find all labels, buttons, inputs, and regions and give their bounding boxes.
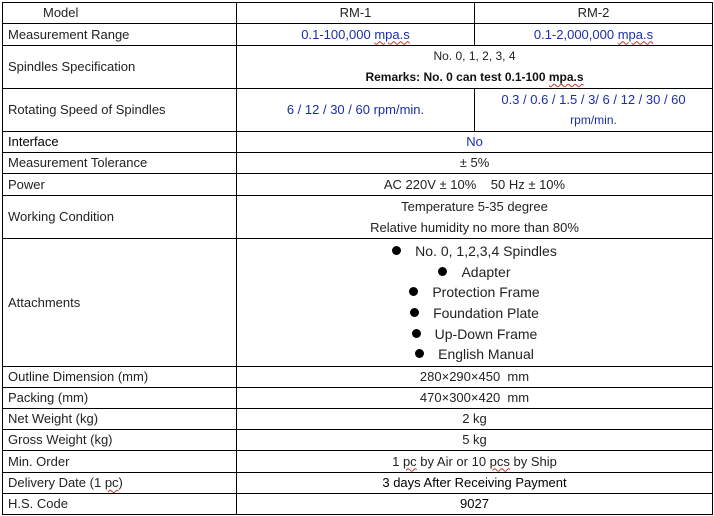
speed-label: Rotating Speed of Spindles bbox=[3, 89, 237, 132]
working-line2: Relative humidity no more than 80% bbox=[370, 220, 579, 235]
delivery-value: 3 days After Receiving Payment bbox=[237, 473, 713, 494]
spindles-remark bbox=[242, 67, 707, 88]
speed-rm1: 6 / 12 / 30 / 60 rpm/min. bbox=[237, 89, 475, 132]
header-model: Model bbox=[3, 3, 237, 24]
working-value bbox=[237, 196, 713, 239]
spindles-value: No. 0, 1, 2, 3, 4 bbox=[433, 49, 516, 63]
outline-label: Outline Dimension (mm) bbox=[3, 367, 237, 388]
working-label: Working Condition bbox=[3, 196, 237, 239]
bullet-icon bbox=[409, 287, 418, 296]
spindles-remark-unit: mpa.s bbox=[548, 70, 584, 84]
attachment-item: No. 0, 1,2,3,4 Spindles bbox=[242, 241, 707, 262]
bullet-icon bbox=[392, 246, 401, 255]
range-label: Measurement Range bbox=[3, 24, 237, 46]
hs-code-value: 9027 bbox=[237, 494, 713, 515]
gross-weight-label: Gross Weight (kg) bbox=[3, 430, 237, 451]
range-rm2-value: 0.1-2,000,000 bbox=[533, 26, 615, 42]
header-rm1: RM-1 bbox=[237, 3, 475, 24]
attachments-row bbox=[3, 239, 713, 367]
speed-rm2 bbox=[475, 89, 713, 132]
outline-row bbox=[3, 367, 713, 388]
range-rm2 bbox=[475, 24, 713, 46]
attachments-label: Attachments bbox=[3, 239, 237, 367]
range-row bbox=[3, 24, 713, 46]
delivery-row bbox=[3, 473, 713, 494]
speed-rm2-line1: 0.3 / 0.6 / 1.5 / 3/ 6 / 12 / 30 / 60 bbox=[501, 92, 686, 107]
attachments-list bbox=[237, 239, 713, 367]
bullet-icon bbox=[415, 349, 424, 358]
delivery-label-unit: pc bbox=[104, 475, 119, 490]
gross-weight-row bbox=[3, 430, 713, 451]
power-row bbox=[3, 174, 713, 196]
bullet-icon bbox=[438, 267, 447, 276]
min-order-unit-pcs: pcs bbox=[489, 453, 510, 469]
tolerance-row bbox=[3, 153, 713, 174]
spec-table bbox=[2, 2, 713, 515]
packing-row bbox=[3, 388, 713, 409]
net-weight-row bbox=[3, 409, 713, 430]
net-weight-label: Net Weight (kg) bbox=[3, 409, 237, 430]
tolerance-value: ± 5% bbox=[237, 153, 713, 174]
min-order-unit-pc: pc bbox=[402, 453, 417, 469]
range-rm1-value: 0.1-100,000 bbox=[301, 26, 371, 42]
delivery-label: Delivery Date (1 pc) bbox=[3, 473, 237, 494]
range-rm1 bbox=[237, 24, 475, 46]
attachment-item: Up-Down Frame bbox=[242, 324, 707, 345]
interface-row bbox=[3, 132, 713, 153]
attachment-item: English Manual bbox=[242, 344, 707, 365]
attachment-item: Foundation Plate bbox=[242, 303, 707, 324]
min-order-value: 1 pc by Air or 10 pcs by Ship bbox=[237, 451, 713, 473]
range-rm1-unit: mpa.s bbox=[374, 26, 410, 42]
hs-code-label: H.S. Code bbox=[3, 494, 237, 515]
speed-row bbox=[3, 89, 713, 132]
working-row bbox=[3, 196, 713, 239]
spindles-row bbox=[3, 46, 713, 89]
power-label: Power bbox=[3, 174, 237, 196]
bullet-icon bbox=[410, 308, 419, 317]
gross-weight-value: 5 kg bbox=[237, 430, 713, 451]
attachment-item: Adapter bbox=[242, 262, 707, 283]
packing-value: 470×300×420 mm bbox=[237, 388, 713, 409]
spindles-value-cell bbox=[237, 46, 713, 89]
packing-label: Packing (mm) bbox=[3, 388, 237, 409]
min-order-row bbox=[3, 451, 713, 473]
spindles-label: Spindles Specification bbox=[3, 46, 237, 89]
spindles-remark-prefix: Remarks: No. 0 can test 0.1-100 bbox=[365, 70, 546, 84]
hs-code-row bbox=[3, 494, 713, 515]
interface-value: No bbox=[237, 132, 713, 153]
working-line1: Temperature 5-35 degree bbox=[401, 199, 548, 214]
net-weight-value: 2 kg bbox=[237, 409, 713, 430]
range-rm2-unit: mpa.s bbox=[617, 26, 654, 42]
min-order-label: Min. Order bbox=[3, 451, 237, 473]
attachment-item: Protection Frame bbox=[242, 282, 707, 303]
interface-label: Interface bbox=[3, 132, 237, 153]
power-value: AC 220V ± 10% 50 Hz ± 10% bbox=[237, 174, 713, 196]
bullet-icon bbox=[412, 329, 421, 338]
outline-value: 280×290×450 mm bbox=[237, 367, 713, 388]
speed-rm2-line2: rpm/min. bbox=[570, 113, 617, 127]
header-row bbox=[3, 3, 713, 24]
tolerance-label: Measurement Tolerance bbox=[3, 153, 237, 174]
header-rm2: RM-2 bbox=[475, 3, 713, 24]
